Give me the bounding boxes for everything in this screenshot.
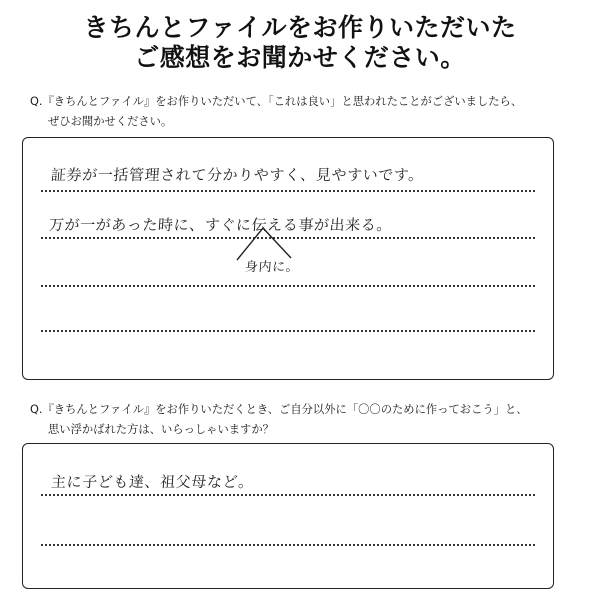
question-1-text: Q.『きちんとファイル』をお作りいただいて、「これは良い」と思われたことがございましたら、 bbox=[30, 95, 523, 108]
question-1-text-continued: ぜひお聞かせください。 bbox=[48, 115, 173, 128]
handwritten-answer-line: 証券が一括管理されて分かりやすく、見やすいです。 bbox=[50, 166, 425, 184]
dotted-writing-line bbox=[41, 330, 535, 332]
handwritten-insertion: 身内に。 bbox=[244, 260, 300, 275]
form-title-line-1: きちんとファイルをお作りいただいた bbox=[83, 13, 517, 42]
answer-box-1[interactable] bbox=[22, 137, 554, 380]
question-2-text: Q.『きちんとファイル』をお作りいただくとき、ご自分以外に「〇〇のために作っておこう」と、 bbox=[30, 403, 528, 416]
dotted-writing-line bbox=[41, 285, 535, 287]
handwritten-answer-line: 主に子ども達、祖父母など。 bbox=[50, 473, 255, 491]
dotted-writing-line bbox=[41, 190, 535, 192]
dotted-writing-line bbox=[41, 544, 535, 546]
answer-box-2[interactable] bbox=[22, 443, 554, 589]
handwritten-answer-line: 万が一があった時に、すぐに伝える事が出来る。 bbox=[48, 216, 393, 234]
question-2-text-continued: 思い浮かばれた方は、いらっしゃいますか？ bbox=[48, 423, 274, 436]
dotted-writing-line bbox=[41, 494, 535, 496]
form-title-line-2: ご感想をお聞かせください。 bbox=[134, 43, 466, 72]
